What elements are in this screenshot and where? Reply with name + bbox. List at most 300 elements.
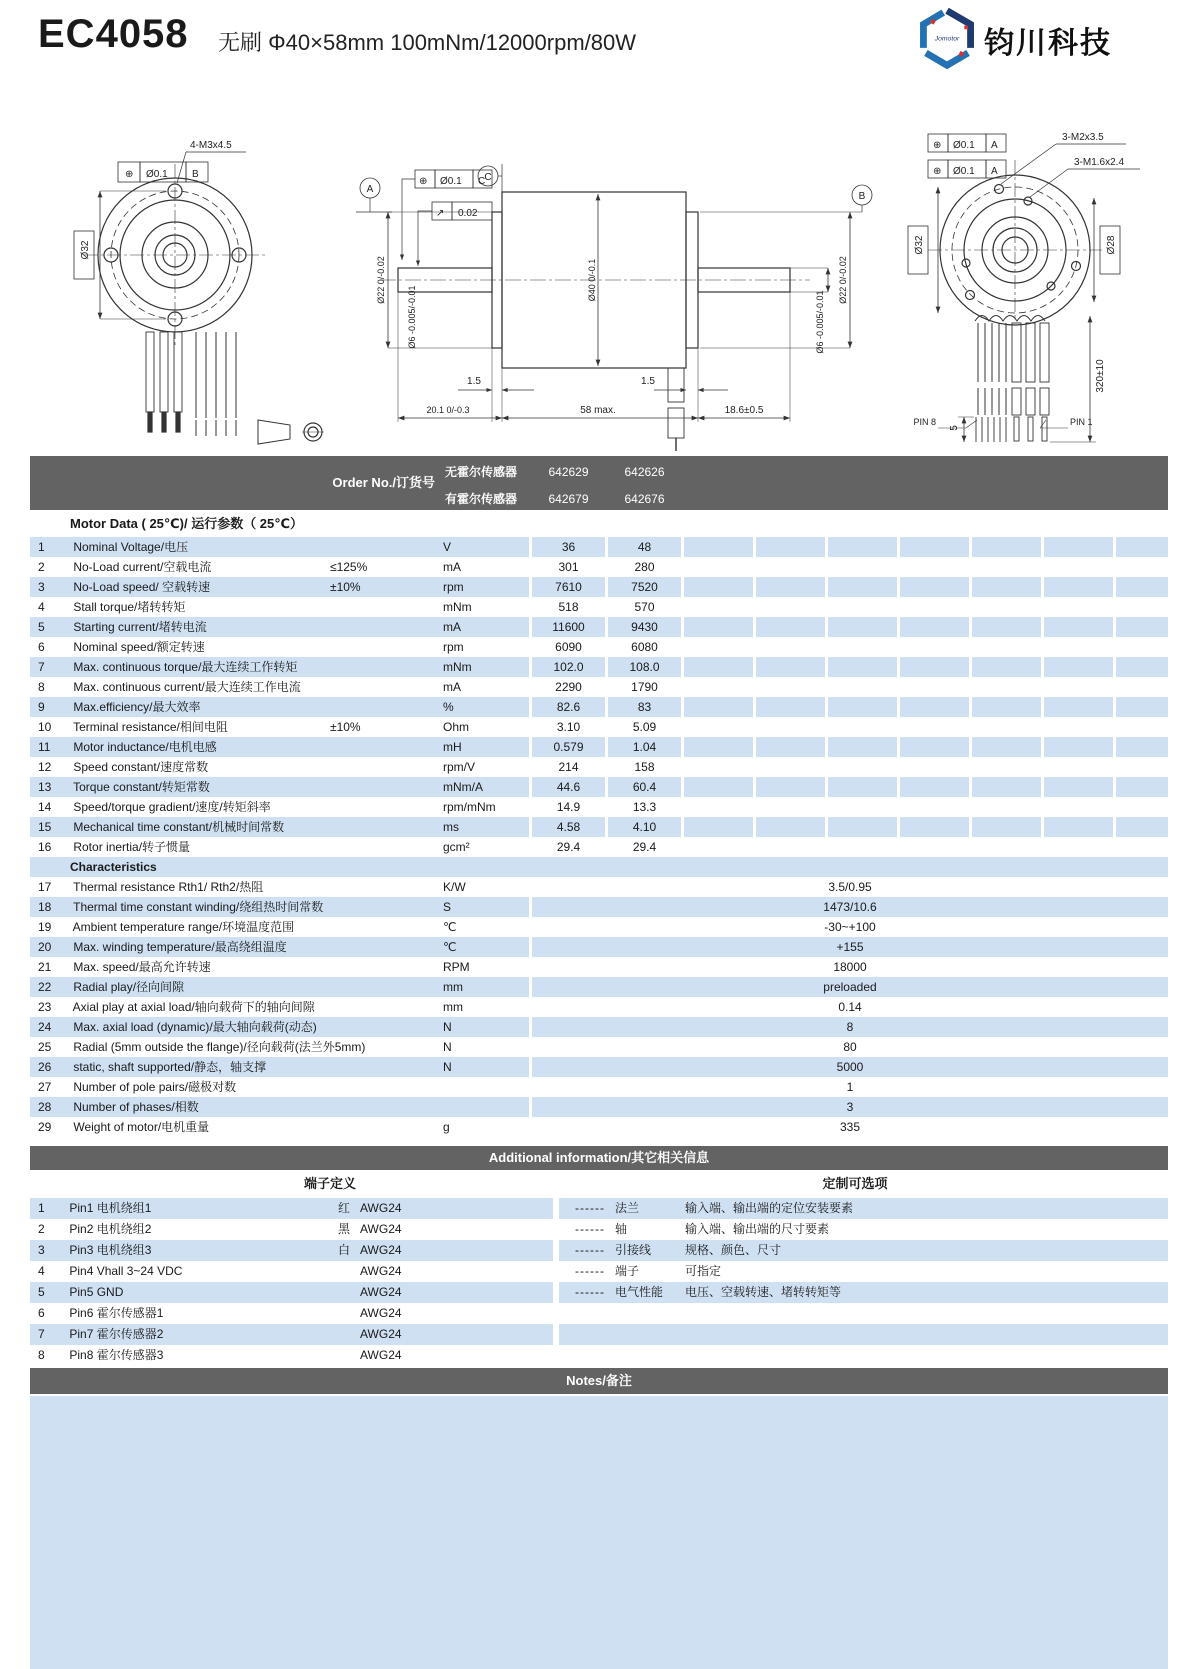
table-row [30,1037,1168,1057]
empty-cell [972,817,1041,837]
empty-cell [1044,757,1113,777]
parameter-cell [30,937,529,957]
empty-cell [1116,557,1168,577]
parameter-name: Nominal speed/额定转速 [73,640,205,654]
rear-datum-2: A [991,166,998,177]
parameter-unit: mH [443,740,462,754]
value-cell-36v: 29.4 [556,840,581,854]
empty-cell [1116,777,1168,797]
parameter-cell [30,1117,529,1137]
empty-cell [828,837,897,857]
empty-cell [684,817,753,837]
empty-cell [1044,817,1113,837]
side-pos-datum: C [478,176,486,187]
parameter-cell [30,957,529,977]
row-number: 21 [38,960,52,974]
option-cell [559,1324,1168,1345]
table-row [30,617,1168,637]
table-row [30,757,1168,777]
empty-cell [684,637,753,657]
position-tolerance-icon: ⊕ [933,166,942,177]
empty-cell [1116,597,1168,617]
parameter-cell [30,637,529,657]
rear-view-drawing [908,134,1140,442]
parameter-cell [30,677,529,697]
pin-label: Pin3 电机绕组3 [69,1243,152,1257]
parameter-name: Max. continuous current/最大连续工作电流 [73,680,301,694]
empty-cell [1116,697,1168,717]
runout-icon: ↗ [436,208,445,219]
parameter-cell [30,717,529,737]
table-row [30,1117,1168,1137]
wire-gauge: AWG24 [360,1306,402,1320]
parameter-unit: rpm/V [443,760,476,774]
parameter-cell [30,977,529,997]
table-row [30,657,1168,677]
empty-cell [828,597,897,617]
empty-cell [1116,657,1168,677]
front-tolerance-value: Ø0.1 [146,169,168,180]
empty-cell [684,837,753,857]
parameter-cell [30,537,529,557]
empty-cell [756,637,825,657]
value-cell: 1473/10.6 [532,897,1168,917]
row-number: 29 [38,1120,52,1134]
row-number: 7 [38,660,45,674]
value-cell: preloaded [532,977,1168,997]
table-row [30,877,1168,897]
value-cell: 335 [839,1120,861,1134]
row-number: 7 [38,1327,45,1341]
empty-cell [756,597,825,617]
parameter-cell [30,917,529,937]
parameter-name: Number of phases/相数 [73,1100,199,1114]
row-number: 11 [38,740,51,754]
empty-cell [1116,837,1168,857]
empty-cell [756,577,825,597]
rear-tol-2: Ø0.1 [953,166,975,177]
value-cell: 0.14 [838,1000,862,1014]
table-row [30,1219,1168,1240]
row-number: 2 [38,560,45,574]
parameter-cell [30,817,529,837]
parameter-cell [30,757,529,777]
row-number: 3 [38,580,45,594]
empty-cell [1116,577,1168,597]
order-label: Order No./订货号 [332,475,435,490]
value-cell-48v: 1790 [631,680,658,694]
value-cell-36v: 214 [558,760,579,774]
motor-data-table [30,537,1168,857]
row-number: 3 [38,1243,45,1257]
value-cell-48v: 48 [608,537,681,557]
parameter-unit: g [443,1120,450,1134]
parameter-cell [30,697,529,717]
parameter-name: No-Load speed/ 空载转速 [73,580,211,594]
empty-cell [684,697,753,717]
table-row [30,1345,1168,1366]
shaft-diameter-rear-label: Ø6 -0.005/-0.01 [815,290,825,354]
side-runout-tol: 0.02 [458,208,478,219]
empty-cell [828,737,897,757]
row-number: 27 [38,1080,52,1094]
empty-cell [900,537,969,557]
parameter-name: Rotor inertia/转子惯量 [73,840,191,854]
parameter-cell [30,1097,529,1117]
pin-label: Pin6 霍尔传感器1 [69,1306,164,1320]
pilot-diameter-label: Ø22 0/-0.02 [376,256,386,304]
order-number: 642679 [548,492,589,506]
table-row [30,717,1168,737]
front-diameter-label: Ø32 [80,240,91,260]
empty-cell [972,797,1041,817]
table-row [30,537,1168,557]
empty-cell [1044,537,1113,557]
parameter-name: Radial (5mm outside the flange)/径向载荷(法兰外5mm) [73,1040,366,1054]
empty-cell [828,637,897,657]
table-row [30,957,1168,977]
empty-cell [756,697,825,717]
parameter-unit: Ohm [443,720,470,734]
empty-cell [900,557,969,577]
parameter-name: Speed/torque gradient/速度/转矩斜率 [73,800,271,814]
value-cell-48v: 9430 [608,617,681,637]
value-cell-48v: 158 [634,760,655,774]
additional-subheaders [30,1172,1168,1196]
value-cell-48v: 5.09 [632,720,657,734]
wire-gauge: AWG24 [360,1327,402,1341]
empty-cell [756,537,825,557]
pin-label: Pin2 电机绕组2 [69,1222,152,1236]
empty-cell [900,617,969,637]
additional-info-header: Additional information/其它相关信息 [30,1146,1168,1170]
empty-cell [1044,637,1113,657]
parameter-cell [30,1037,529,1057]
table-row [30,1240,1168,1261]
empty-cell [972,777,1041,797]
row-number: 15 [38,820,52,834]
parameter-cell [30,737,529,757]
rear-screw-m2-label: 3-M2x3.5 [1062,132,1104,143]
option-cell [559,1345,1168,1366]
empty-cell [1116,817,1168,837]
front-datum-label: B [192,169,199,180]
empty-cell [900,837,969,857]
parameter-name: Weight of motor/电机重量 [73,1120,210,1134]
option-name: 法兰 [615,1201,640,1215]
empty-cell [684,737,753,757]
motor-data-title: Motor Data ( 25℃)/ 运行参数（ 25℃） [70,516,304,531]
option-description: 输入端、输出端的定位安装要素 [685,1201,854,1215]
empty-cell [1116,757,1168,777]
rear-length-label: 18.6±0.5 [724,405,764,416]
pin-label: Pin5 GND [69,1285,124,1299]
value-cell-48v: 60.4 [608,777,681,797]
value-cell-36v: 7610 [532,577,605,597]
empty-cell [1116,617,1168,637]
wire-color: 白 [338,1243,351,1257]
table-row [30,677,1168,697]
empty-cell [684,577,753,597]
parameter-unit: ℃ [443,920,457,934]
flange-thickness-left: 1.5 [467,376,481,387]
empty-cell [756,677,825,697]
value-cell: 18000 [833,960,867,974]
side-pos-tol: Ø0.1 [440,176,462,187]
empty-cell [972,677,1041,697]
empty-cell [972,537,1041,557]
value-cell-48v: 108.0 [608,657,681,677]
parameter-name: Thermal time constant winding/绕组热时间常数 [73,900,324,914]
option-dash: ------ [575,1243,605,1257]
value-cell-48v: 570 [634,600,655,614]
empty-cell [1116,797,1168,817]
datum-b-label: B [858,191,866,202]
parameter-name: Axial play at axial load/轴向载荷下的轴向间隙 [72,1000,315,1014]
front-screw-label: 4-M3x4.5 [190,140,232,151]
pin1-label: PIN 1 [1070,417,1093,427]
empty-cell [900,657,969,677]
body-diameter-label: Ø40 0/-0.1 [587,258,597,302]
option-dash: ------ [575,1222,605,1236]
empty-cell [1044,577,1113,597]
wire-color: 黑 [338,1222,351,1236]
row-number: 8 [38,680,45,694]
row-number: 16 [38,840,52,854]
value-cell: 80 [843,1040,857,1054]
empty-cell [972,837,1041,857]
option-description: 输入端、输出端的尺寸要素 [685,1222,830,1236]
datum-a-label: A [366,184,374,195]
table-row [30,997,1168,1017]
table-row [30,1077,1168,1097]
option-dash: ------ [575,1264,605,1278]
empty-cell [972,757,1041,777]
parameter-name: Torque constant/转矩常数 [73,780,210,794]
parameter-unit: mA [443,560,461,574]
empty-cell [1116,537,1168,557]
order-number: 642626 [624,465,665,479]
parameter-unit: ms [443,820,459,834]
empty-cell [1116,717,1168,737]
empty-cell [900,577,969,597]
empty-cell [828,797,897,817]
parameter-unit: gcm² [443,840,470,854]
parameter-cell [30,1077,529,1097]
parameter-name: static, shaft supported/静态，轴支撑 [73,1060,267,1074]
parameter-tolerance: ±10% [330,720,361,734]
position-tolerance-icon: ⊕ [419,176,428,187]
notes-header: Notes/备注 [30,1368,1168,1394]
pin-cell [30,1324,553,1345]
parameter-name: Number of pole pairs/磁极对数 [73,1080,237,1094]
parameter-name: Nominal Voltage/电压 [73,540,189,554]
parameter-unit: rpm [443,580,464,594]
row-number: 14 [38,800,52,814]
parameter-cell [30,997,529,1017]
value-cell-36v: 0.579 [532,737,605,757]
empty-cell [1044,777,1113,797]
logo-text: Jomotor [934,35,960,43]
empty-cell [900,717,969,737]
wire-gauge: AWG24 [360,1222,402,1236]
table-row [30,577,1168,597]
rear-dia32-label: Ø32 [914,235,925,255]
row-number: 12 [38,760,52,774]
option-description: 可指定 [685,1264,722,1278]
pin-length-label: 5 [949,425,960,431]
table-row [30,1017,1168,1037]
empty-cell [828,557,897,577]
empty-cell [900,777,969,797]
option-cell [559,1261,1168,1282]
empty-cell [1116,737,1168,757]
table-row [30,697,1168,717]
empty-cell [1044,797,1113,817]
empty-cell [900,817,969,837]
order-row [30,461,1168,483]
empty-cell [900,677,969,697]
empty-cell [972,557,1041,577]
table-row [30,977,1168,997]
value-cell: 3.5/0.95 [828,880,872,894]
parameter-name: Stall torque/堵转转矩 [73,600,186,614]
model-subtitle: 无刷 Φ40×58mm 100mNm/12000rpm/80W [218,30,636,55]
body-length-label: 58 max. [580,405,616,416]
pin-label: Pin1 电机绕组1 [69,1201,152,1215]
pilot-diameter-rear-label: Ø22 0/-0.02 [838,256,848,304]
parameter-unit: N [443,1060,452,1074]
terminal-definition-header: 端子定义 [303,1176,356,1191]
empty-cell [828,697,897,717]
empty-cell [684,777,753,797]
parameter-unit: mm [443,1000,463,1014]
empty-cell [756,557,825,577]
empty-cell [1044,617,1113,637]
row-number: 10 [38,720,52,734]
value-cell-36v: 11600 [532,617,605,637]
row-number: 1 [38,540,45,554]
row-number: 2 [38,1222,45,1236]
value-cell-36v: 102.0 [532,657,605,677]
option-cell [559,1198,1168,1219]
empty-cell [972,717,1041,737]
rear-view-labels [913,132,1124,431]
characteristics-header: Characteristics [30,857,1168,877]
empty-cell [972,737,1041,757]
flange-thickness-right: 1.5 [641,376,655,387]
row-number: 19 [38,920,52,934]
empty-cell [828,777,897,797]
empty-cell [1116,677,1168,697]
wire-color: 红 [338,1201,351,1215]
value-cell-36v: 2290 [555,680,582,694]
empty-cell [828,717,897,737]
rear-tol-1: Ø0.1 [953,140,975,151]
parameter-name: Max. continuous torque/最大连续工作转矩 [73,660,298,674]
parameter-unit: mNm [443,660,472,674]
parameter-unit: mA [443,680,461,694]
parameter-name: Max. winding temperature/最高绕组温度 [73,940,287,954]
value-cell-48v: 29.4 [632,840,657,854]
option-name: 引接线 [615,1243,652,1257]
parameter-unit: N [443,1020,452,1034]
option-description: 电压、空载转速、堵转转矩等 [685,1285,842,1299]
table-row [30,897,1168,917]
brand-logo-icon [916,6,978,70]
pin-cell [30,1240,553,1261]
row-number: 20 [38,940,52,954]
empty-cell [1044,557,1113,577]
empty-cell [756,777,825,797]
order-number: 642629 [548,465,589,479]
value-cell-48v: 13.3 [632,800,657,814]
position-tolerance-icon: ⊕ [933,140,942,151]
empty-cell [1044,837,1113,857]
row-number: 22 [38,980,52,994]
pin-table [30,1198,1168,1366]
rear-dia28-label: Ø28 [1106,235,1117,255]
position-tolerance-icon: ⊕ [125,169,134,180]
row-number: 18 [38,900,52,914]
empty-cell [900,697,969,717]
wire-length-label: 320±10 [1095,359,1106,393]
parameter-name: No-Load current/空载电流 [73,560,212,574]
value-cell: 3 [532,1097,1168,1117]
empty-cell [684,537,753,557]
value-cell: 5000 [532,1057,1168,1077]
value-cell-36v: 14.9 [556,800,581,814]
value-cell-36v: 36 [532,537,605,557]
empty-cell [828,657,897,677]
option-cell [559,1282,1168,1303]
table-row [30,1303,1168,1324]
value-cell-48v: 4.10 [608,817,681,837]
empty-cell [1044,597,1113,617]
table-row [30,837,1168,857]
pin-cell [30,1303,553,1324]
value-cell-36v: 82.6 [532,697,605,717]
order-table [30,456,1168,510]
empty-cell [900,597,969,617]
value-cell-36v: 301 [558,560,579,574]
parameter-unit: mNm [443,600,472,614]
characteristics-table [30,877,1168,1137]
value-cell-36v: 4.58 [532,817,605,837]
pin-cell [30,1219,553,1240]
wire-gauge: AWG24 [360,1348,402,1362]
empty-cell [756,817,825,837]
empty-cell [756,797,825,817]
parameter-unit: mm [443,980,463,994]
empty-cell [972,577,1041,597]
row-number: 23 [38,1000,52,1014]
parameter-name: Max. axial load (dynamic)/最大轴向载荷(动态) [73,1020,317,1034]
empty-cell [1116,637,1168,657]
parameter-cell [30,837,529,857]
empty-cell [972,697,1041,717]
row-number: 4 [38,600,45,614]
row-number: 5 [38,620,45,634]
value-cell: 8 [532,1017,1168,1037]
empty-cell [684,617,753,637]
empty-cell [900,737,969,757]
empty-cell [1044,737,1113,757]
empty-cell [900,637,969,657]
parameter-cell [30,797,529,817]
empty-cell [972,617,1041,637]
row-number: 6 [38,640,45,654]
